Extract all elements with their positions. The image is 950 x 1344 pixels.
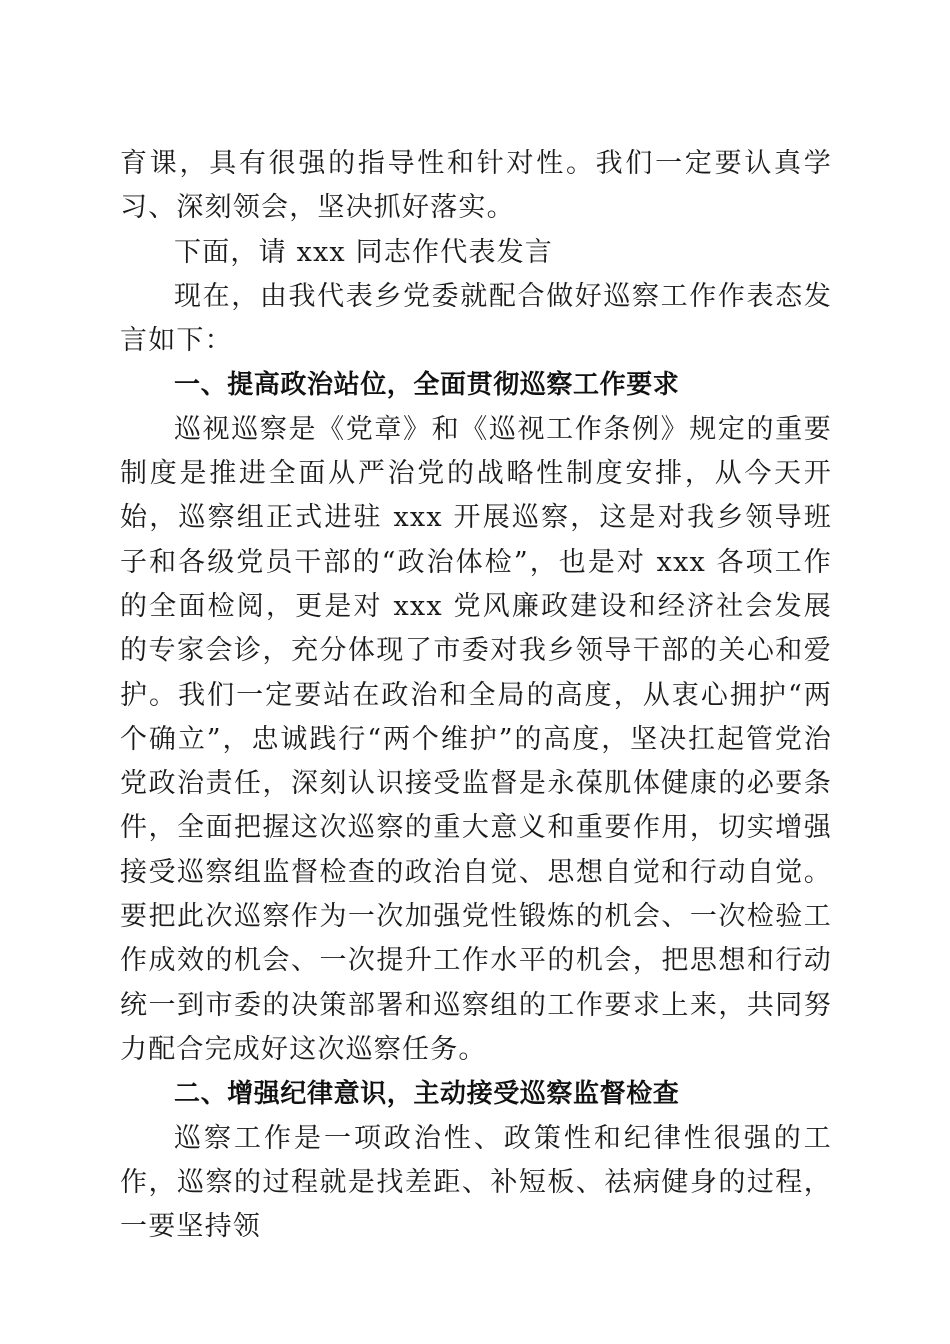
paragraph-section-1-body: 巡视巡察是《党章》和《巡视工作条例》规定的重要制度是推进全面从严治党的战略性制度安排，从今天开始，巡察组正式进驻 xxx 开展巡察，这是对我乡领导班子和各级党员干部的“政治体检”，也是对 xxx 各项工作的全面检阅，更是对 xxx 党风廉政建设和经济社会发展的专家会诊，充分体现了市委对我乡领导干部的关心和爱护。我们一定要站在政治和全局的高度，从衷心拥护“两个确立”，忠诚践行“两个维护”的高度，坚决扛起管党治党政治责任，深刻认识接受监督是永葆肌体健康的必要条件，全面把握这次巡察的重大意义和重要作用，切实增强接受巡察组监督检查的政治自觉、思想自觉和行动自觉。要把此次巡察作为一次加强党性锻炼的机会、一次检验工作成效的机会、一次提升工作水平的机会，把思想和行动统一到市委的决策部署和巡察组的工作要求上来，共同努力配合完成好这次巡察任务。 [120, 413, 832, 1065]
paragraph-continuation: 育课，具有很强的指导性和针对性。我们一定要认真学习、深刻领会，坚决抓好落实。 [120, 148, 832, 224]
paragraph-statement-intro: 现在，由我代表乡党委就配合做好巡察工作作表态发言如下： [120, 280, 832, 357]
section-heading-1: 一、提高政治站位，全面贯彻巡察工作要求 [174, 370, 680, 401]
paragraph-speaker-intro: 下面，请 xxx 同志作代表发言 [174, 236, 554, 268]
document-body [120, 142, 832, 1249]
paragraph-section-2-body: 巡察工作是一项政治性、政策性和纪律性很强的工作，巡察的过程就是找差距、补短板、祛病健身的过程，一要坚持领 [120, 1122, 832, 1243]
section-heading-2: 二、增强纪律意识，主动接受巡察监督检查 [174, 1079, 680, 1110]
